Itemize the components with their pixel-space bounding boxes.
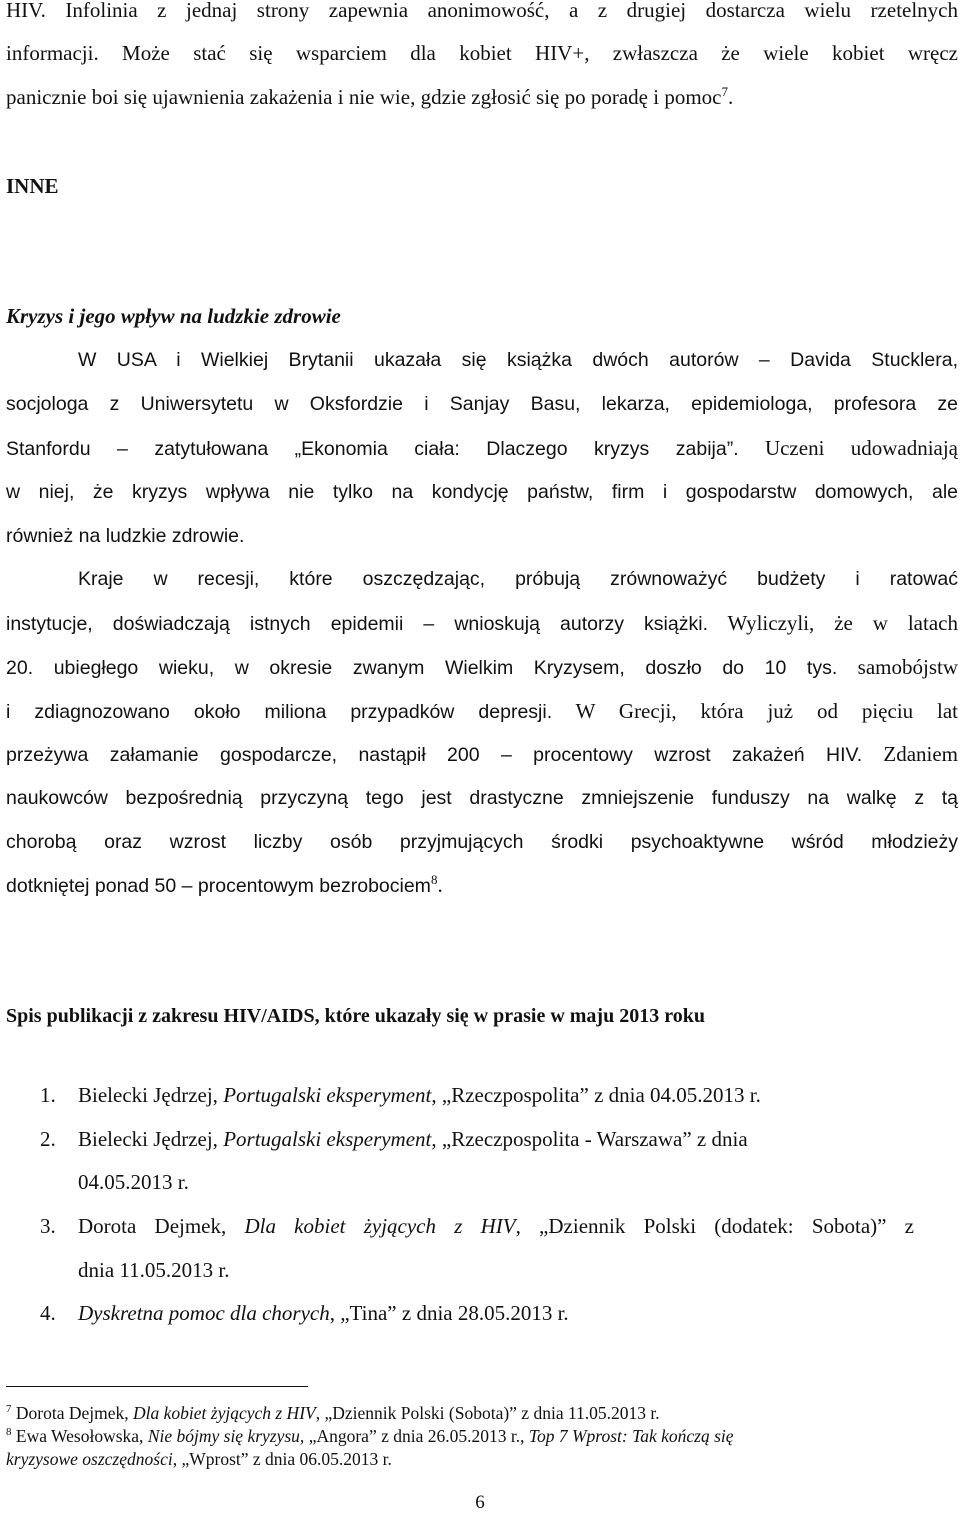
list-item-number: 1. bbox=[40, 1083, 56, 1107]
list-item-number: 3. bbox=[40, 1214, 56, 1238]
list-item-text: Bielecki Jędrzej, Portugalski eksperyment, „Rzeczpospolita - Warszawa” z dnia bbox=[78, 1127, 748, 1151]
list-item-text-cont: 04.05.2013 r. bbox=[78, 1170, 189, 1194]
article-title: Kryzys i jego wpływ na ludzkie zdrowie bbox=[6, 304, 341, 328]
footnote-ref-7[interactable]: 7 bbox=[721, 84, 728, 99]
list-item-text: Dyskretna pomoc dla chorych, „Tina” z dnia 28.05.2013 r. bbox=[78, 1301, 569, 1325]
intro-line-1: HIV. Infolinia z jednaj strony zapewnia anonimowość, a z drugiej dostarcza wielu rzetelnych bbox=[6, 0, 958, 22]
section-heading-inne: INNE bbox=[6, 174, 59, 198]
list-item-text-cont: dnia 11.05.2013 r. bbox=[78, 1258, 230, 1282]
article-p1-line-4: w niej, że kryzys wpływa nie tylko na kondycję państw, firm i gospodarstw domowych, ale bbox=[6, 481, 958, 503]
intro-line-2: informacji. Może stać się wsparciem dla kobiet HIV+, zwłaszcza że wiele kobiet wręcz bbox=[6, 41, 958, 65]
article-p2-line-4: i zdiagnozowano około miliona przypadków depresji. W Grecji, która już od pięciu lat bbox=[6, 699, 958, 723]
article-p1-line-1: W USA i Wielkiej Brytanii ukazała się książka dwóch autorów – Davida Stucklera, bbox=[78, 349, 958, 371]
article-p2-line-3: 20. ubiegłego wieku, w okresie zwanym Wielkim Kryzysem, doszło do 10 tys. samobójstw bbox=[6, 655, 958, 679]
list-item-number: 4. bbox=[40, 1301, 56, 1325]
list-item-number: 2. bbox=[40, 1127, 56, 1151]
footnote-separator bbox=[6, 1386, 308, 1387]
article-p1-line-3: Stanfordu – zatytułowana „Ekonomia ciała: Dlaczego kryzys zabija”. Uczeni udowadniają bbox=[6, 436, 959, 460]
list-item-text: Bielecki Jędrzej, Portugalski eksperyment, „Rzeczpospolita” z dnia 04.05.2013 r. bbox=[78, 1083, 761, 1107]
article-p1-line-2: socjologa z Uniwersytetu w Oksfordzie i Sanjay Basu, lekarza, epidemiologa, profesora ze bbox=[6, 393, 958, 415]
footnote-7: $^7$ Dorota Dejmek, Dla kobiet żyjących z HIV, „Dziennik Polski (Sobota)” z dnia 11.05.2013 r. bbox=[6, 1403, 660, 1423]
intro-line-3: panicznie boi się ujawnienia zakażenia i nie wie, gdzie zgłosić się po poradę i pomoc$^7$. bbox=[6, 84, 734, 109]
publications-heading: Spis publikacji z zakresu HIV/AIDS, które ukazały się w prasie w maju 2013 roku bbox=[6, 1005, 705, 1027]
list-item-text: Dorota Dejmek, Dla kobiet żyjących z HIV, „Dziennik Polski (dodatek: Sobota)” z bbox=[78, 1214, 914, 1238]
article-p2-line-8: dotkniętej ponad 50 – procentowym bezrobociem$^8$. bbox=[6, 872, 443, 897]
footnote-ref-8[interactable]: 8 bbox=[430, 872, 438, 887]
article-p2-line-2: instytucje, doświadczają istnych epidemii – wnioskują autorzy książki. Wyliczyli, że w latach bbox=[6, 611, 958, 635]
article-p1-line-5: również na ludzkie zdrowie. bbox=[6, 525, 245, 547]
page-number: 6 bbox=[475, 1492, 485, 1513]
article-p2-line-5: przeżywa załamanie gospodarcze, nastąpił 200 – procentowy wzrost zakażeń HIV. Zdaniem bbox=[6, 742, 959, 766]
footnote-8: $^8$ Ewa Wesołowska, Nie bójmy się kryzysu, „Angora” z dnia 26.05.2013 r., Top 7 Wprost: Tak kończą się bbox=[6, 1426, 734, 1446]
article-p2-line-7: chorobą oraz wzrost liczby osób przyjmujących środki psychoaktywne wśród młodzieży bbox=[6, 831, 958, 853]
article-p2-line-1: Kraje w recesji, które oszczędzając, próbują zrównoważyć budżety i ratować bbox=[78, 568, 958, 590]
article-p2-line-6: naukowców bezpośrednią przyczyną tego jest drastyczne zmniejszenie funduszy na walkę z tą bbox=[6, 787, 958, 809]
footnote-8-cont: kryzysowe oszczędności, „Wprost” z dnia 06.05.2013 r. bbox=[6, 1449, 392, 1469]
